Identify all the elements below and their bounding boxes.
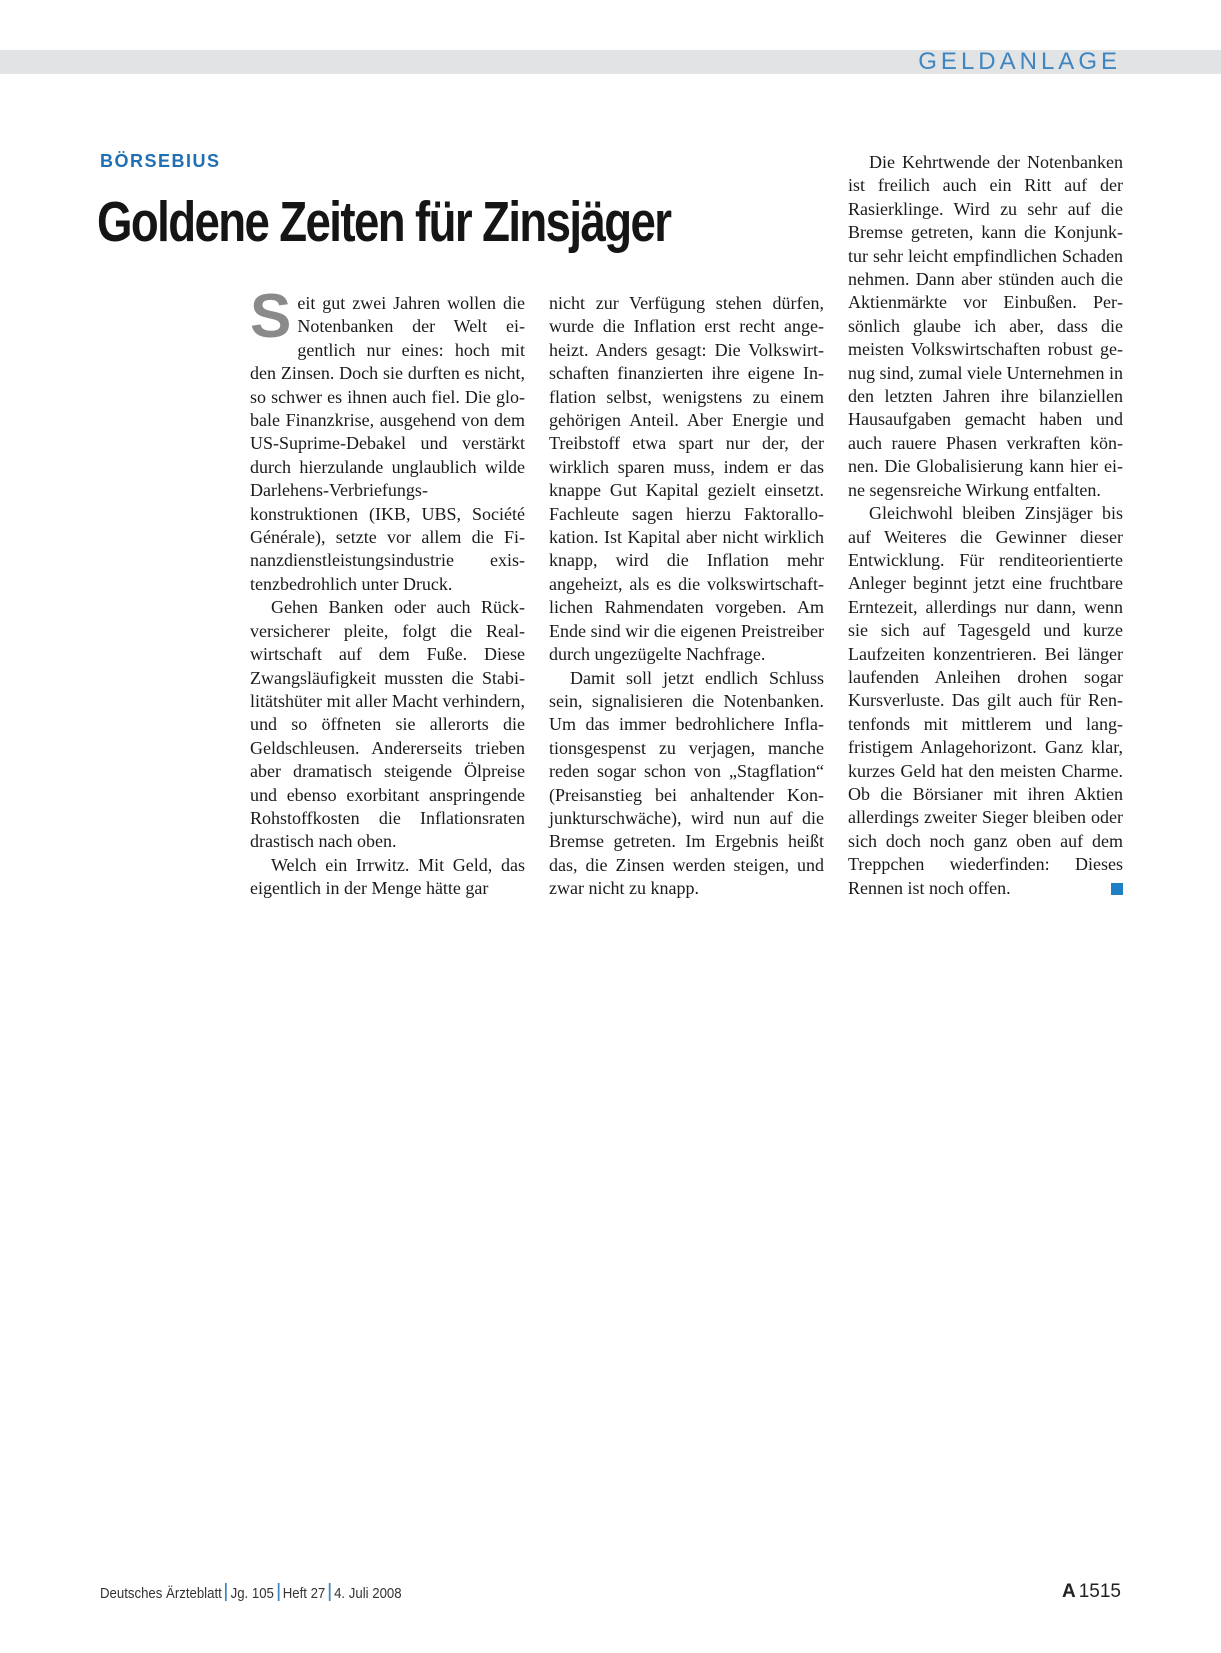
drop-cap: S [250, 282, 292, 351]
article-column-2 [549, 292, 824, 901]
article-paragraph [250, 282, 525, 596]
end-of-article-icon [1111, 883, 1123, 895]
issue: Heft 27 [282, 1585, 326, 1602]
volume: Jg. 105 [230, 1585, 274, 1602]
paragraph-text: Gleichwohl bleiben Zinsjäger bis auf Weiteres die Gewinner dieser Entwicklung. Für renditeorientierte Anleger beginnt jetzt eine fruchtbare Erntezeit, allerdings nur dann, wenn sie sich auf Tagesgeld und kurze Laufzeiten konzentrieren. Bei länger laufenden Anleihen drohen sogar Kursverluste. Das gilt auch für Rentenfonds mit mittlerem und langfristigem Anlagehorizont. Ganz klar, kurzes Geld hat den meisten Charme. Ob die Börsianer mit ihren Aktien allerdings zweiter Sieger bleiben oder sich doch noch ganz oben auf dem Treppchen wiederfinden: Dieses Rennen ist noch offen. [848, 503, 1123, 898]
publication-name: Deutsches Ärzteblatt [100, 1585, 222, 1602]
page-prefix: A [1061, 1581, 1076, 1602]
article-paragraph [848, 502, 1123, 900]
footer-separator [329, 1583, 331, 1601]
article-kicker: BÖRSEBIUS [100, 151, 221, 171]
issue-date: 4. Juli 2008 [334, 1585, 402, 1602]
footer-separator [225, 1583, 227, 1601]
page-number [1062, 1581, 1121, 1603]
paragraph-text: eit gut zwei Jahren wollen die Notenbanken der Welt eigentlich nur eines: hoch mit den Zinsen. Doch sie durften es nicht, so schwer es ihnen auch fiel. Die globale Finanzkrise, ausgehend von dem US-Suprime-Debakel und verstärkt durch hierzulande unglaublich wilde Darlehens-Verbriefungskonstruktionen (IKB, UBS, Société Générale), setzte vor allem die Finanzdienstleistungsindustrie existenzbedrohlich unter Druck. [250, 293, 525, 594]
page-number-value: 1515 [1078, 1581, 1121, 1602]
footer-separator [277, 1583, 279, 1601]
section-label: GELDANLAGE [918, 48, 1121, 75]
article-paragraph: nicht zur Verfügung stehen dürfen, wurde die Inflation erst recht angeheizt. Anders gesagt: Die Volkswirtschaften finanzierten ihre eigene Inflation selbst, wenigstens zu einem gehörigen Anteil. Aber Energie und Treibstoff etwa spart nur der, der wirklich sparen muss, indem er das knappe Gut Kapital gezielt einsetzt. Fachleute sagen hierzu Faktorallokation. Ist Kapital aber nicht wirklich knapp, wird die Inflation mehr angeheizt, als es die volkswirtschaftlichen Rahmendaten vorgeben. Am Ende sind wir die eigenen Preistreiber durch ungezügelte Nachfrage. [549, 293, 824, 665]
footer-citation [100, 1583, 402, 1602]
article-paragraph: Damit soll jetzt endlich Schluss sein, signalisieren die Notenbanken. Um das immer bedrohlichere Inflationsgespenst zu verjagen, manche reden sogar schon von „Stagflation“ (Preisanstieg bei anhaltender Konjunkturschwäche), wird nun auf die Bremse getreten. Im Ergebnis heißt das, die Zinsen werden steigen, und zwar nicht zu knapp. [549, 667, 824, 899]
article-column-1 [250, 282, 525, 901]
article-paragraph: Gehen Banken oder auch Rückversicherer pleite, folgt die Realwirtschaft auf dem Fuße. Diese Zwangsläufigkeit mussten die Stabilitätshüter mit aller Macht verhindern, und so öffneten sie allerorts die Geldschleusen. Andererseits trieben aber dramatisch steigende Ölpreise und ebenso exorbitant anspringende Rohstoffkosten die Inflationsraten drastisch nach oben. [250, 597, 525, 852]
article-paragraph: Welch ein Irrwitz. Mit Geld, das eigentlich in der Menge hätte gar [250, 854, 525, 899]
article-paragraph: Die Kehrtwende der Notenbanken ist freilich auch ein Ritt auf der Rasierklinge. Wird zu sehr auf die Bremse getreten, kann die Konjunktur sehr leicht empfindlichen Schaden nehmen. Dann aber stünden auch die Aktienmärkte vor Einbußen. Persönlich glaube ich aber, dass die meisten Volkswirtschaften robust genug sind, zumal viele Unternehmen in den letzten Jahren ihre bilanziellen Hausaufgaben gemacht haben und auch rauere Phasen verkraften können. Die Globalisierung kann hier eine segensreiche Wirkung entfalten. [848, 152, 1123, 500]
article-headline: Goldene Zeiten für Zinsjäger [97, 190, 671, 254]
article-column-3 [848, 151, 1123, 900]
